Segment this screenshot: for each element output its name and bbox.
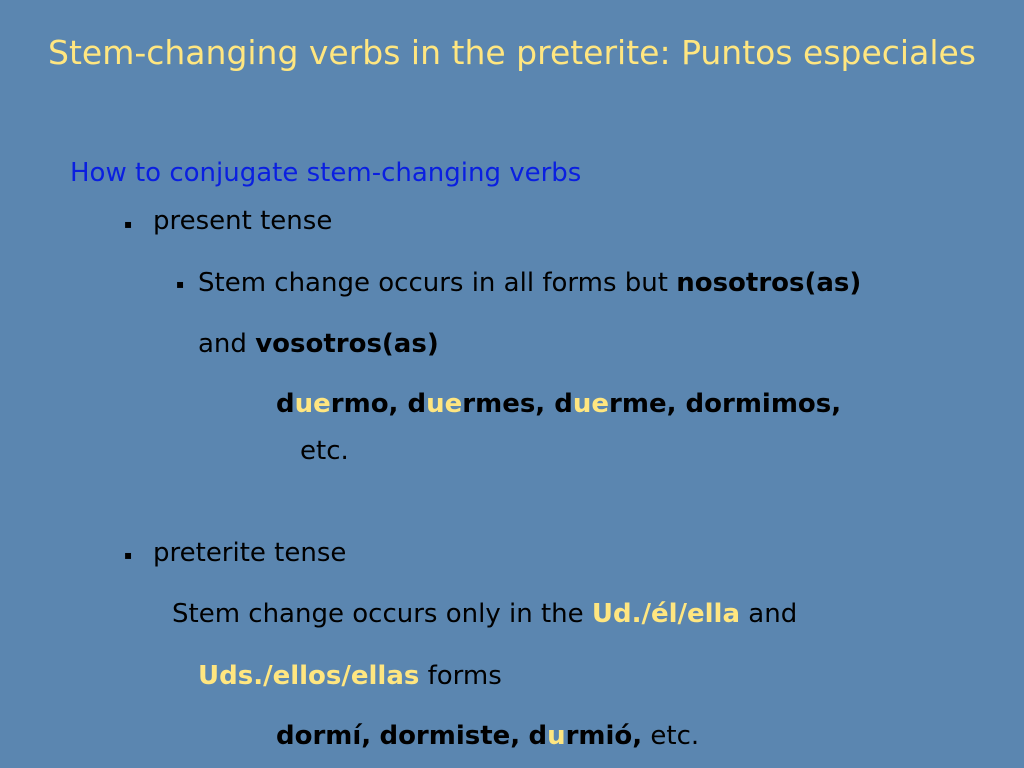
slide-title: Stem-changing verbs in the preterite: Puntos especiales xyxy=(48,33,976,72)
bullet-icon: ▪ xyxy=(124,548,133,562)
preterite-tense-label: preterite tense xyxy=(153,538,347,568)
ex1-a: d xyxy=(276,389,295,419)
ex3-c: rme, xyxy=(609,389,677,419)
ex4: dormimos, xyxy=(685,389,842,419)
preterite-and-text: and xyxy=(748,599,798,629)
preterite-hl-2: Uds./ellos/ellas xyxy=(198,661,420,691)
pret-ex1: dormí, xyxy=(276,721,372,751)
ex3-a: d xyxy=(554,389,573,419)
present-rule-text: Stem change occurs in all forms but xyxy=(198,268,668,298)
pret-ex2: dormiste, xyxy=(379,721,521,751)
preterite-rule-line xyxy=(172,597,797,631)
ex2-a: d xyxy=(407,389,427,419)
ex2-b: ue xyxy=(426,389,463,419)
pret-ex3-b: u xyxy=(547,721,566,751)
ex1-c: rmo, xyxy=(330,389,399,419)
pret-ex3-a: d xyxy=(528,721,548,751)
present-examples-line xyxy=(276,387,841,421)
pret-etc: etc. xyxy=(650,721,700,751)
preterite-rule-line-2 xyxy=(198,659,502,693)
present-rule-bold-1: nosotros(as) xyxy=(676,268,862,298)
present-rule-line-2 xyxy=(198,327,439,361)
slide-subtitle: How to conjugate stem-changing verbs xyxy=(70,158,582,188)
present-etc: etc. xyxy=(300,436,349,466)
ex1-b: ue xyxy=(294,389,331,419)
pret-ex3-c: rmió, xyxy=(565,721,643,751)
present-and-text: and xyxy=(198,329,247,359)
present-rule-bold-2: vosotros(as) xyxy=(255,329,439,359)
present-rule-line xyxy=(198,266,861,300)
preterite-rule-text: Stem change occurs only in the xyxy=(172,599,584,629)
preterite-hl-1: Ud./él/ella xyxy=(591,599,741,629)
bullet-icon: ▪ xyxy=(124,217,133,231)
bullet-icon: ▪ xyxy=(176,277,185,291)
ex3-b: ue xyxy=(572,389,610,419)
preterite-examples-line xyxy=(276,719,699,753)
preterite-forms-text: forms xyxy=(427,661,502,691)
present-tense-label: present tense xyxy=(153,206,333,236)
ex2-c: rmes, xyxy=(462,389,546,419)
